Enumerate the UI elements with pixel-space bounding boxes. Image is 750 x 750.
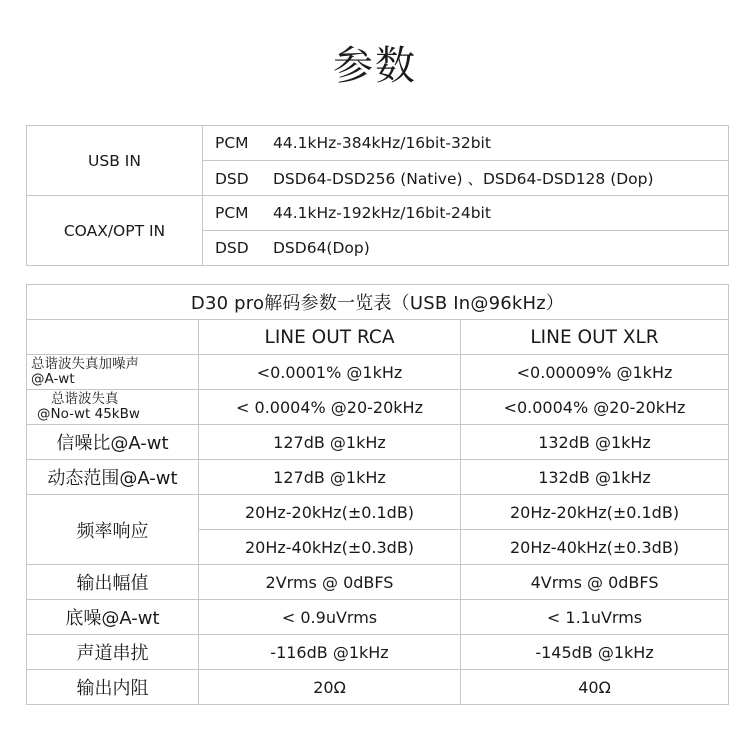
- xlr-value: 40Ω: [461, 670, 729, 705]
- format-cell: [203, 196, 729, 231]
- table-row: [27, 460, 729, 495]
- xlr-value: <0.0004% @20-20kHz: [461, 390, 729, 425]
- table-row: [27, 126, 729, 161]
- table-row: [27, 425, 729, 460]
- xlr-value: 20Hz-20kHz(±0.1dB): [461, 495, 729, 530]
- table-caption-row: [27, 285, 729, 320]
- format-key: PCM: [215, 204, 249, 222]
- xlr-value: 20Hz-40kHz(±0.3dB): [461, 530, 729, 565]
- format-cell: [203, 161, 729, 196]
- column-header-rca: LINE OUT RCA: [199, 320, 461, 355]
- xlr-value: 132dB @1kHz: [461, 460, 729, 495]
- format-value: DSD64(Dop): [273, 239, 370, 257]
- rca-value: < 0.9uVrms: [199, 600, 461, 635]
- port-label-coax-opt: COAX/OPT IN: [27, 196, 203, 266]
- format-cell: [203, 231, 729, 266]
- xlr-value: -145dB @1kHz: [461, 635, 729, 670]
- row-label-line: 总谐波失真: [51, 391, 119, 407]
- rca-value: < 0.0004% @20-20kHz: [199, 390, 461, 425]
- table-row: [27, 670, 729, 705]
- rca-value: 20Ω: [199, 670, 461, 705]
- table-row: [27, 390, 729, 425]
- row-label: 输出幅值: [27, 565, 199, 600]
- format-value: DSD64-DSD256 (Native) 、DSD64-DSD128 (Dop): [273, 170, 654, 188]
- format-key: DSD: [215, 170, 249, 188]
- format-key: PCM: [215, 134, 249, 152]
- input-format-table: [26, 125, 729, 266]
- xlr-value: 132dB @1kHz: [461, 425, 729, 460]
- page-title: 参数: [333, 43, 417, 89]
- table-row: [27, 635, 729, 670]
- rca-value: -116dB @1kHz: [199, 635, 461, 670]
- row-label: 声道串扰: [27, 635, 199, 670]
- xlr-value: < 1.1uVrms: [461, 600, 729, 635]
- header-empty-cell: [27, 320, 199, 355]
- row-label: 输出内阻: [27, 670, 199, 705]
- row-label-line: 总谐波失真加噪声: [31, 356, 139, 372]
- row-label: [27, 390, 199, 425]
- rca-value: 20Hz-40kHz(±0.3dB): [199, 530, 461, 565]
- decoder-params-table: [26, 284, 729, 705]
- row-label-line: @No-wt 45kBw: [37, 406, 140, 422]
- rca-value: 20Hz-20kHz(±0.1dB): [199, 495, 461, 530]
- table-row: [27, 565, 729, 600]
- table-header-row: [27, 320, 729, 355]
- port-label-usb: USB IN: [27, 126, 203, 196]
- rca-value: <0.0001% @1kHz: [199, 355, 461, 390]
- table-row: [27, 355, 729, 390]
- format-value: 44.1kHz-192kHz/16bit-24bit: [273, 204, 491, 222]
- xlr-value: <0.00009% @1kHz: [461, 355, 729, 390]
- rca-value: 127dB @1kHz: [199, 460, 461, 495]
- rca-value: 127dB @1kHz: [199, 425, 461, 460]
- row-label: 信噪比@A-wt: [27, 425, 199, 460]
- row-label: 频率响应: [27, 495, 199, 565]
- row-label: 底噪@A-wt: [27, 600, 199, 635]
- format-key: DSD: [215, 239, 249, 257]
- xlr-value: 4Vrms @ 0dBFS: [461, 565, 729, 600]
- column-header-xlr: LINE OUT XLR: [461, 320, 729, 355]
- row-label: [27, 355, 199, 390]
- format-cell: [203, 126, 729, 161]
- table-row: [27, 495, 729, 530]
- rca-value: 2Vrms @ 0dBFS: [199, 565, 461, 600]
- table-row: [27, 196, 729, 231]
- row-label: 动态范围@A-wt: [27, 460, 199, 495]
- row-label-line: @A-wt: [31, 371, 75, 387]
- table-caption: D30 pro解码参数一览表（USB In@96kHz）: [27, 285, 729, 320]
- table-row: [27, 600, 729, 635]
- format-value: 44.1kHz-384kHz/16bit-32bit: [273, 134, 491, 152]
